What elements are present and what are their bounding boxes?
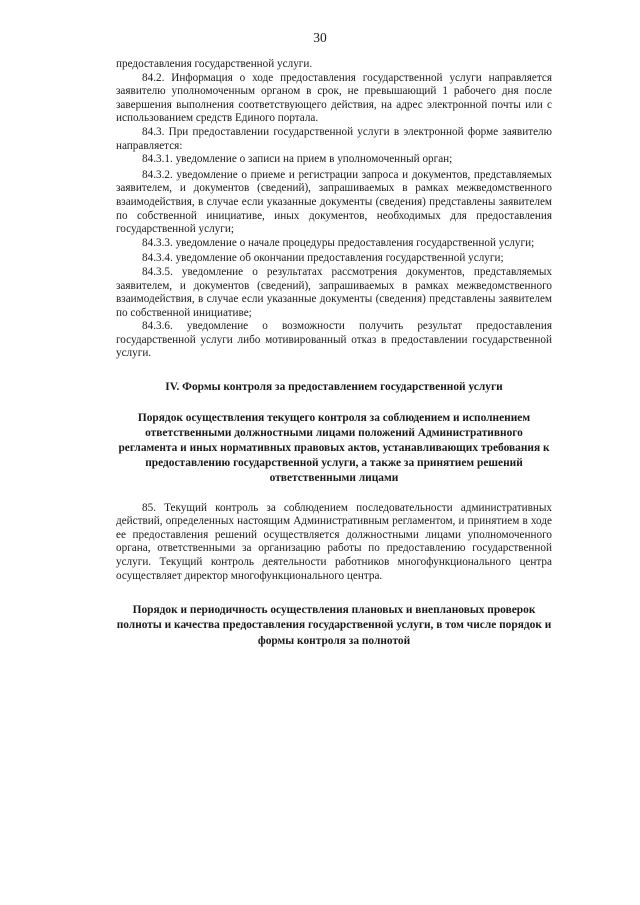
subheading-current-control: Порядок осуществления текущего контроля за соблюдением и исполнением ответственными должностными лицами положений Административного регламента и иных нормативных правовых актов, устанавливающих требования к предоставлению государственной услуги, а также за принятием решений ответственными лицами xyxy=(118,411,550,485)
paragraph-84-3-6: 84.3.6. уведомление о возможности получить результат предоставления государственной услуги либо мотивированный отказ в предоставлении государственной услуги. xyxy=(116,320,552,360)
document-body xyxy=(116,58,552,649)
paragraph-84-3-3: 84.3.3. уведомление о начале процедуры предоставления государственной услуги; xyxy=(142,236,535,249)
paragraph-84-3: 84.3. При предоставлении государственной услуги в электронной форме заявителю направляется: xyxy=(116,125,552,152)
page-number: 30 xyxy=(313,30,327,45)
paragraph-continuation: предоставления государственной услуги. xyxy=(116,58,313,70)
paragraph-84-3-4: 84.3.4. уведомление об окончании предоставления государственной услуги; xyxy=(142,252,504,265)
subheading-inspections: Порядок и периодичность осуществления плановых и внеплановых проверок полноты и качества предоставления государственной услуги, в том числе порядок и формы контроля за полнотой xyxy=(116,604,552,647)
section-heading: IV. Формы контроля за предоставлением государственной услуги xyxy=(165,381,503,394)
paragraph-84-3-1: 84.3.1. уведомление о записи на прием в уполномоченный орган; xyxy=(142,153,453,166)
paragraph-84-3-5: 84.3.5. уведомление о результатах рассмотрения документов, представляемых заявителем, и документов (сведений), запрашиваемых в рамках межведомственного взаимодействия, в случае если указанные документы (сведения) представлены заявителем по собственной инициативе; xyxy=(116,265,552,319)
paragraph-84-3-2: 84.3.2. уведомление о приеме и регистрации запроса и документов, представляемых заявителем, и документов (сведений), запрашиваемых в рамках межведомственного взаимодействия, в случае если указанные документы (сведения) представлены заявителем по собственной инициативе, иных документов, необходимых для предоставления государственной услуги; xyxy=(116,168,552,236)
paragraph-85: 85. Текущий контроль за соблюдением последовательности административных действий, определенных настоящим Административным регламентом, и принятием в ходе ее предоставления решений осуществляется должностными лицами уполномоченного органа, ответственными за организацию работы по предоставлению государственной услуги. Текущий контроль деятельности работников многофункционального центра осуществляет директор многофункционального центра. xyxy=(116,501,552,582)
paragraph-84-2: 84.2. Информация о ходе предоставления государственной услуги направляется заявителю уполномоченным органом в срок, не превышающий 1 рабочего дня после завершения выполнения соответствующего действия, на адрес электронной почты или с использованием средств Единого портала. xyxy=(116,71,552,125)
